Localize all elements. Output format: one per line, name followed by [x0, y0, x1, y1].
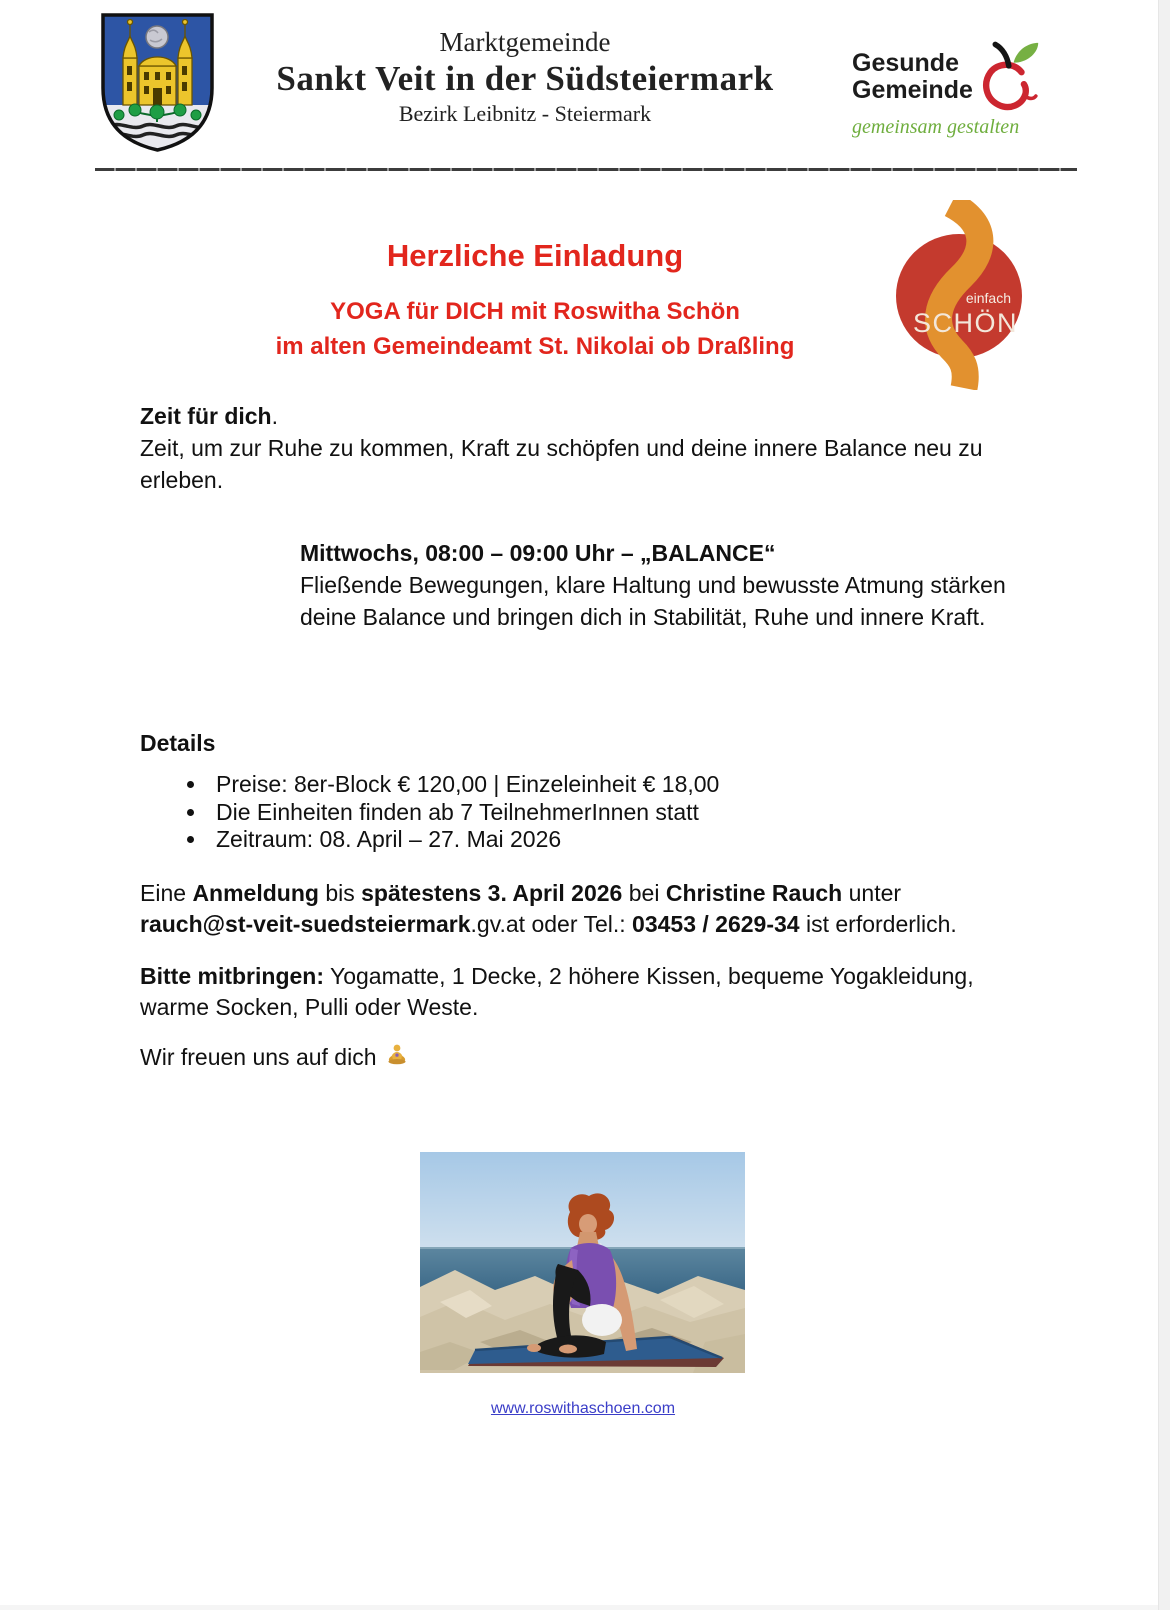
invitation-subtitle-line1: YOGA für DICH mit Roswitha Schön	[330, 298, 740, 325]
registration-segment: ist erforderlich.	[799, 911, 957, 937]
details-list	[150, 771, 950, 854]
einfach-schoen-logo	[893, 200, 1023, 390]
intro-heading: Zeit für dich	[140, 403, 272, 429]
header-separator	[95, 168, 1077, 171]
registration-segment: Christine Rauch	[665, 880, 843, 906]
meditation-emoji-icon	[385, 1043, 409, 1067]
svg-text:einfach: einfach	[965, 290, 1011, 306]
registration-segment: Eine	[140, 880, 193, 906]
gesunde-gemeinde-line1: Gesunde	[852, 49, 959, 77]
bring-label: Bitte mitbringen:	[140, 963, 324, 989]
closing-text	[140, 1041, 740, 1073]
municipality-header	[225, 26, 825, 128]
coat-of-arms-icon	[97, 10, 218, 155]
registration-segment: unter	[842, 880, 902, 906]
list-item: • Preise: 8er-Block € 120,00 | Einzeleinheit € 18,00	[208, 771, 950, 799]
schedule-block	[300, 537, 1020, 633]
registration-segment: spätestens 3. April 2026	[361, 880, 623, 906]
apple-icon	[977, 40, 1039, 114]
svg-text:SCHÖN: SCHÖN	[912, 308, 1018, 338]
gesunde-gemeinde-tagline: gemeinsam gestalten	[852, 116, 1020, 138]
list-item: • Zeitraum: 08. April – 27. Mai 2026	[208, 826, 950, 854]
municipality-type: Marktgemeinde	[439, 27, 611, 57]
list-item: • Die Einheiten finden ab 7 TeilnehmerInnen statt	[208, 799, 950, 827]
registration-email: rauch@st-veit-suedsteiermark	[140, 911, 471, 937]
website-link[interactable]: www.roswithaschoen.com	[490, 1400, 676, 1417]
bring-text	[140, 961, 1006, 1023]
yoga-photo	[420, 1152, 745, 1373]
intro-text: Zeit, um zur Ruhe zu kommen, Kraft zu schöpfen und deine innere Balance neu zu erleben.	[140, 435, 983, 493]
gesunde-gemeinde-line2: Gemeinde	[852, 76, 973, 104]
schedule-heading: Mittwochs, 08:00 – 09:00 Uhr – „BALANCE“	[300, 540, 776, 566]
invitation-title: Herzliche Einladung	[386, 238, 684, 273]
registration-phone: 03453 / 2629-34	[632, 911, 800, 937]
schedule-text: Fließende Bewegungen, klare Haltung und bewusste Atmung stärken deine Balance und bringen dich in Stabilität, Ruhe und innere Kraft.	[300, 572, 1006, 630]
details-heading: Details	[140, 730, 216, 756]
gesunde-gemeinde-logo	[852, 40, 1132, 139]
intro-paragraph	[140, 400, 1000, 496]
invitation-subtitle-line2: im alten Gemeindeamt St. Nikolai ob Draßling	[275, 333, 795, 360]
bring-items: Yogamatte, 1 Decke, 2 höhere Kissen, bequeme Yogakleidung, warme Socken, Pulli oder Weste.	[140, 963, 974, 1020]
closing-phrase: Wir freuen uns auf dich	[140, 1044, 377, 1070]
registration-segment: bis	[318, 880, 362, 906]
municipality-district: Bezirk Leibnitz - Steiermark	[398, 101, 652, 126]
invitation-block	[140, 238, 930, 364]
registration-segment: bei	[622, 880, 666, 906]
registration-segment: Anmeldung	[192, 880, 319, 906]
intro-heading-period: .	[271, 403, 279, 429]
registration-segment: .gv.at oder Tel.:	[470, 911, 633, 937]
registration-text	[140, 878, 1002, 940]
municipality-name: Sankt Veit in der Südsteiermark	[276, 59, 774, 98]
